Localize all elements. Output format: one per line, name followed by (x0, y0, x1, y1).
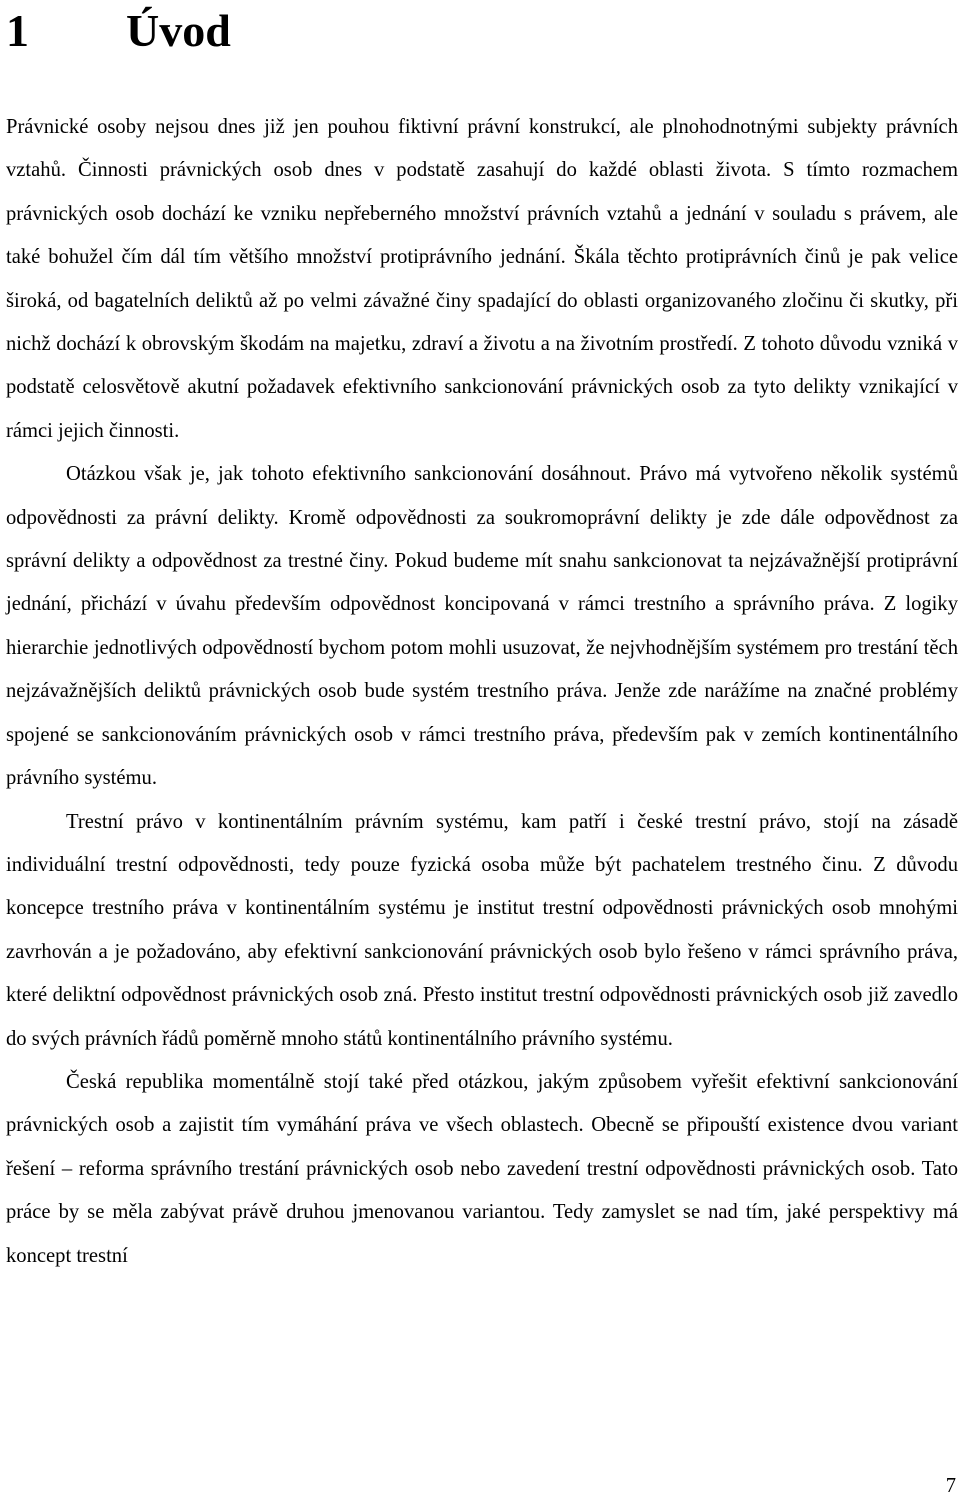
chapter-title: Úvod (126, 5, 231, 56)
paragraph-1: Právnické osoby nejsou dnes již jen pouhou fiktivní právní konstrukcí, ale plnohodnotnými subjekty právních vztahů. Činnosti právnických osob dnes v podstatě zasahují do každé oblasti života. S tímto rozmachem právnických osob dochází ke vzniku nepřeberného množství právních vztahů a jednání v souladu s právem, ale také bohužel čím dál tím většího množství protiprávního jednání. Škála těchto protiprávních činů je pak velice široká, od bagatelních deliktů až po velmi závažné činy spadající do oblasti organizovaného zločinu či skutky, při nichž dochází k obrovským škodám na majetku, zdraví a životu a na životním prostředí. Z tohoto důvodu vzniká v podstatě celosvětově akutní požadavek efektivního sankcionování právnických osob za tyto delikty vznikající v rámci jejich činnosti. (6, 116, 958, 442)
chapter-body (6, 106, 958, 1278)
page-number: 7 (945, 1475, 956, 1497)
chapter-number: 1 (6, 5, 29, 56)
chapter-heading (6, 0, 231, 62)
paragraph-2: Otázkou však je, jak tohoto efektivního sankcionování dosáhnout. Právo má vytvořeno několik systémů odpovědnosti za právní delikty. Kromě odpovědnosti za soukromoprávní delikty je zde dále odpovědnost za správní delikty a odpovědnost za trestné činy. Pokud budeme mít snahu sankcionovat ta nejzávažnější protiprávní jednání, přichází v úvahu především odpovědnost koncipovaná v rámci trestního a správního práva. Z logiky hierarchie jednotlivých odpovědností bychom potom mohli usuzovat, že nejvhodnějším systémem pro trestání těch nejzávažnějších deliktů právnických osob bude systém trestního práva. Jenže zde narážíme na značné problémy spojené se sankcionováním právnických osob v rámci trestního práva, především pak v zemích kontinentálního právního systému. (6, 463, 958, 790)
paragraph-3: Trestní právo v kontinentálním právním systému, kam patří i české trestní právo, stojí na zásadě individuální trestní odpovědnosti, tedy pouze fyzická osoba může být pachatelem trestného činu. Z důvodu koncepce trestního práva v kontinentálním systému je institut trestní odpovědnosti právnických osob mnohými zavrhován a je požadováno, aby efektivní sankcionování právnických osob bylo řešeno v rámci správního práva, které deliktní odpovědnost právnických osob zná. Přesto institut trestní odpovědnosti právnických osob již zavedlo do svých právních řádů poměrně mnoho států kontinentálního právního systému. (6, 810, 958, 1050)
paragraph-4: Česká republika momentálně stojí také před otázkou, jakým způsobem vyřešit efektivní sankcionování právnických osob a zajistit tím vymáhání práva ve všech oblastech. Obecně se připouští existence dvou variant řešení – reforma správního trestání právnických osob nebo zavedení trestní odpovědnosti právnických osob. Tato práce by se měla zabývat právě druhou jmenovanou variantou. Tedy zamyslet se nad tím, jaké perspektivy má koncept trestní (6, 1070, 958, 1267)
